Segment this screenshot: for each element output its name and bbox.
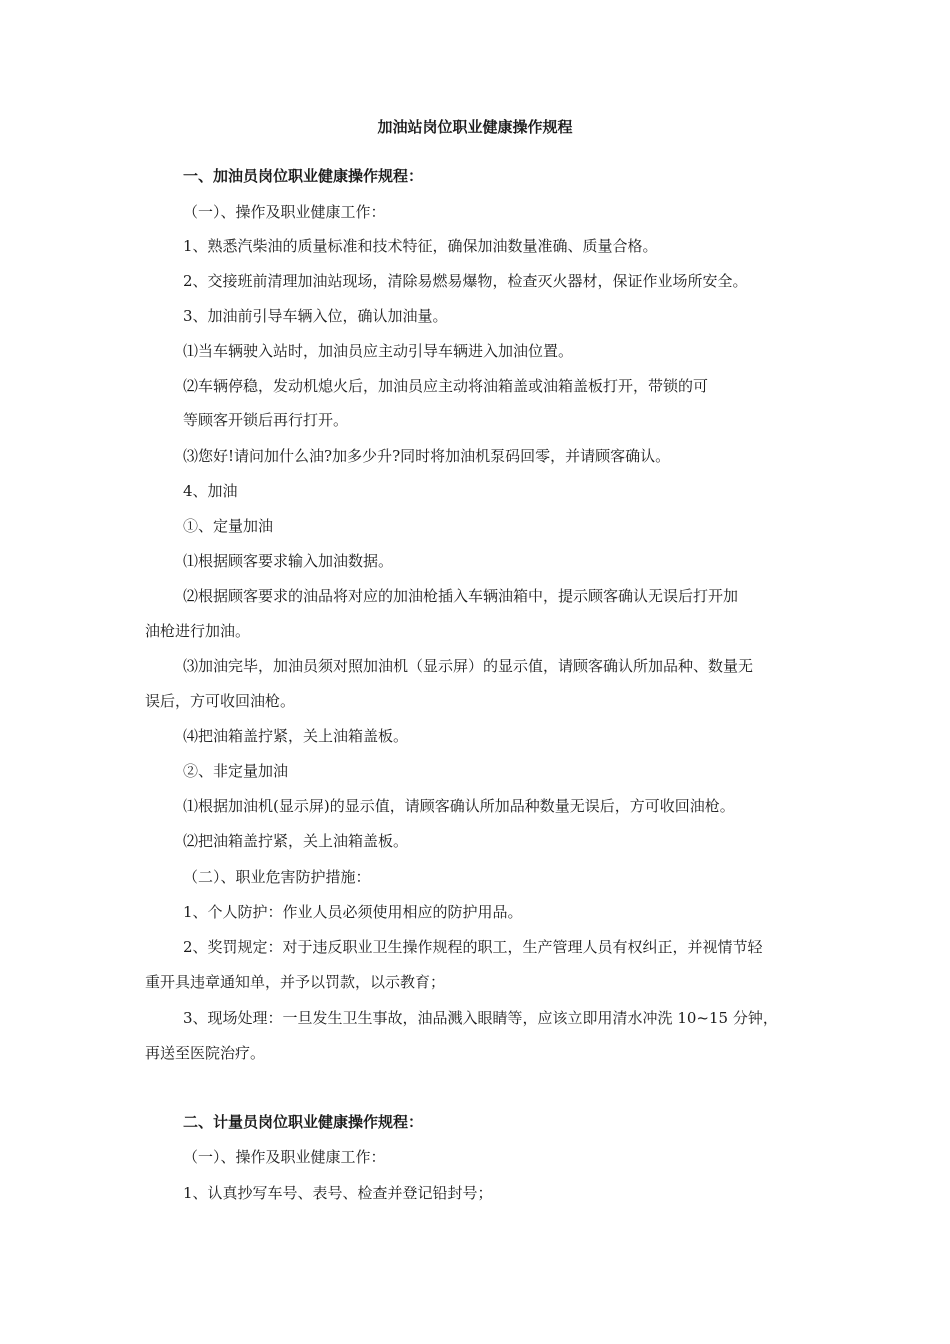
paragraph-line: ⑶您好!请问加什么油?加多少升?同时将加油机泵码回零，并请顾客确认。 <box>183 447 671 465</box>
paragraph-line: 1、个人防护：作业人员必须使用相应的防护用品。 <box>183 903 523 921</box>
subsection-heading: （一）、操作及职业健康工作： <box>183 1148 386 1166</box>
paragraph-line: 4、加油 <box>183 482 238 500</box>
paragraph-line: 等顾客开锁后再行打开。 <box>183 411 349 429</box>
paragraph-line: 2、奖罚规定：对于违反职业卫生操作规程的职工，生产管理人员有权纠正，并视情节轻 <box>183 938 763 956</box>
paragraph-line: ⑶加油完毕，加油员须对照加油机（显示屏）的显示值，请顾客确认所加品种、数量无 <box>183 657 754 675</box>
paragraph-line: ⑵根据顾客要求的油品将对应的加油枪插入车辆油箱中，提示顾客确认无误后打开加 <box>183 587 739 605</box>
paragraph-line: ②、非定量加油 <box>183 762 289 780</box>
paragraph-line: ⑵车辆停稳，发动机熄火后，加油员应主动将油箱盖或油箱盖板打开，带锁的可 <box>183 377 709 395</box>
paragraph-line: 1、认真抄写车号、表号、检查并登记铅封号； <box>183 1184 493 1202</box>
subsection-heading: （二）、职业危害防护措施： <box>183 868 371 886</box>
paragraph-line: 误后，方可收回油枪。 <box>145 692 296 710</box>
paragraph-line: ⑷把油箱盖拧紧，关上油箱盖板。 <box>183 727 409 745</box>
paragraph-line: 油枪进行加油。 <box>145 622 251 640</box>
paragraph-line: 1、熟悉汽柴油的质量标准和技术特征，确保加油数量准确、质量合格。 <box>183 237 658 255</box>
paragraph-line: 重开具违章通知单，并予以罚款，以示教育； <box>145 973 446 991</box>
paragraph-line: ⑴根据加油机(显示屏)的显示值，请顾客确认所加品种数量无误后，方可收回油枪。 <box>183 797 735 815</box>
section-heading-2: 二、计量员岗位职业健康操作规程： <box>183 1113 424 1131</box>
paragraph-line: ⑴当车辆驶入站时，加油员应主动引导车辆进入加油位置。 <box>183 342 574 360</box>
paragraph-line: ①、定量加油 <box>183 517 274 535</box>
paragraph-line: 再送至医院治疗。 <box>145 1044 266 1062</box>
subsection-heading: （一）、操作及职业健康工作： <box>183 203 386 221</box>
paragraph-line: ⑴根据顾客要求输入加油数据。 <box>183 552 394 570</box>
paragraph-line: ⑵把油箱盖拧紧，关上油箱盖板。 <box>183 832 409 850</box>
document-title: 加油站岗位职业健康操作规程 <box>377 118 573 136</box>
paragraph-line: 3、现场处理：一旦发生卫生事故，油品溅入眼睛等，应该立即用清水冲洗 10~15 分钟， <box>183 1009 778 1027</box>
paragraph-line: 2、交接班前清理加油站现场，清除易燃易爆物，检查灭火器材，保证作业场所安全。 <box>183 272 748 290</box>
paragraph-line: 3、加油前引导车辆入位，确认加油量。 <box>183 307 448 325</box>
section-heading-1: 一、加油员岗位职业健康操作规程： <box>183 167 424 185</box>
